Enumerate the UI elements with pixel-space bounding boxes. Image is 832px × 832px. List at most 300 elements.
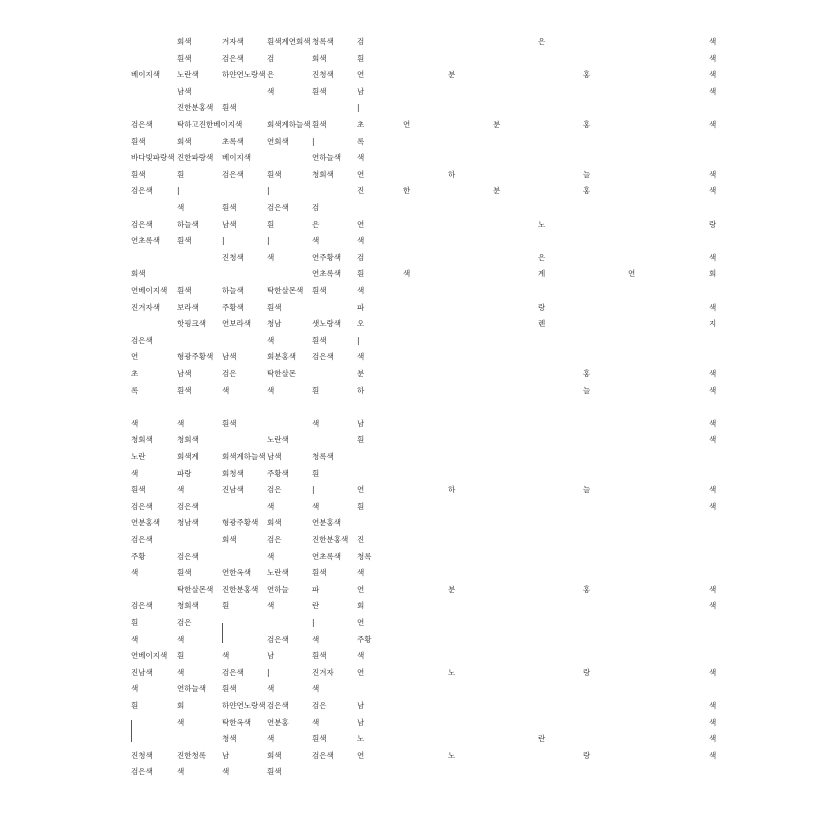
- text-row: [0, 151, 832, 165]
- cell-text: 색: [709, 435, 717, 445]
- cell-text: 은: [538, 37, 546, 46]
- cell-text: 색: [709, 750, 717, 760]
- cell-text: 회: [357, 601, 365, 611]
- cell-text: 늘: [583, 485, 591, 495]
- cell-text: 연회색: [267, 136, 289, 146]
- cell-text: 노: [357, 734, 365, 744]
- cell-text: 검은: [267, 535, 282, 544]
- cell-text: 남색: [222, 219, 237, 229]
- text-row: [0, 68, 832, 82]
- cell-text: 검은색: [267, 634, 289, 644]
- cell-text: 연초록색: [312, 269, 341, 279]
- cell-text: 색: [357, 153, 365, 163]
- cell-text: 색: [357, 352, 365, 362]
- cell-text: 청남색: [177, 518, 199, 528]
- cell-text: 노란색: [177, 70, 199, 80]
- cell-text: 검은색: [131, 501, 153, 511]
- cell-text: 하늘색: [222, 286, 244, 295]
- cell-text: 색: [267, 335, 275, 345]
- cell-text: 탁한살몬: [267, 369, 296, 378]
- cell-text: 색: [709, 53, 717, 63]
- cell-text: 청회색: [312, 169, 334, 179]
- cell-text: 연분홍색: [312, 518, 341, 528]
- cell-text: 연: [131, 352, 139, 362]
- cell-text: 검: [357, 37, 365, 46]
- cell-text: 연주황색: [312, 252, 341, 262]
- cell-text: 남색: [177, 86, 192, 96]
- cell-text: 검은색: [131, 335, 153, 345]
- cell-text: 흰색: [312, 734, 327, 744]
- cell-text: 검은색: [267, 203, 289, 212]
- cell-text: 검은색: [267, 701, 289, 710]
- cell-text: 청록색: [312, 37, 334, 46]
- cell-text: 회색계하늘색: [222, 452, 266, 461]
- cell-text: 색: [177, 767, 185, 777]
- cell-text: 탁한옥색: [222, 717, 251, 727]
- cell-text: 색: [709, 701, 717, 710]
- text-row: [0, 317, 832, 331]
- cell-text: 남: [357, 717, 365, 727]
- cell-text: 분: [493, 120, 501, 129]
- cell-text: 청록: [357, 551, 372, 561]
- cell-text: 흰: [357, 53, 365, 63]
- cell-text: 연: [357, 618, 365, 627]
- cell-text: 색: [177, 667, 185, 677]
- cell-text: 흰색: [312, 568, 327, 578]
- cell-text: 검: [357, 252, 365, 262]
- cell-text: 록: [357, 136, 365, 146]
- cell-text: 연보라색: [222, 319, 251, 329]
- cell-text: 란: [312, 601, 320, 611]
- cell-text: |: [222, 236, 225, 246]
- cell-text: 하: [448, 485, 456, 495]
- cell-text: 회색: [267, 750, 282, 760]
- cell-text: 연: [357, 219, 365, 229]
- text-row: [0, 433, 832, 447]
- cell-text: 흰색: [131, 136, 146, 146]
- text-row: [0, 400, 832, 414]
- text-row: [0, 533, 832, 547]
- cell-text: 색: [267, 601, 275, 611]
- cell-text: |: [177, 186, 180, 196]
- cell-text: 주황: [131, 551, 146, 561]
- cell-text: 검은색: [222, 169, 244, 179]
- cell-text: 홍: [583, 186, 591, 196]
- cell-text: 검: [267, 53, 275, 63]
- cell-text: 청회색: [177, 435, 199, 445]
- cell-text: 분: [493, 186, 501, 196]
- cell-text: 랑: [538, 302, 546, 312]
- cell-text: 진겨자색: [131, 302, 160, 312]
- cell-text: 색: [709, 584, 717, 594]
- cell-text: 색: [357, 236, 365, 246]
- cell-text: 연: [357, 70, 365, 80]
- cell-text: 록: [131, 385, 139, 395]
- cell-text: 색: [709, 186, 717, 196]
- text-row: [0, 467, 832, 481]
- cell-text: 회색: [177, 37, 192, 46]
- cell-text: 색: [267, 86, 275, 96]
- cell-text: |: [267, 186, 270, 196]
- text-row: [0, 550, 832, 564]
- cell-text: 연한옥색: [222, 568, 251, 578]
- cell-text: 연하늘색: [312, 153, 341, 163]
- cell-text: 색: [709, 734, 717, 744]
- text-row: [0, 749, 832, 763]
- cell-text: 렌: [538, 319, 546, 329]
- cell-text: 검은: [222, 369, 237, 378]
- cell-text: 하: [357, 385, 365, 395]
- cell-text: 색: [312, 418, 320, 428]
- cell-text: 회색: [312, 53, 327, 63]
- text-row: [0, 633, 832, 647]
- cell-text: |: [267, 667, 270, 677]
- text-row: [0, 85, 832, 99]
- cell-text: |: [312, 136, 315, 146]
- cell-text: 은: [538, 252, 546, 262]
- cell-text: 연하늘: [267, 584, 289, 594]
- cell-text: |: [357, 103, 360, 113]
- cell-text: 검은색: [131, 120, 153, 129]
- cell-text: |: [312, 618, 315, 627]
- text-row: [0, 666, 832, 680]
- cell-text: 검: [312, 203, 320, 212]
- text-row: [0, 101, 832, 115]
- cell-text: 흰색: [177, 53, 192, 63]
- cell-text: 분: [448, 70, 456, 80]
- cell-text: 탁한살몬색: [267, 286, 304, 295]
- cell-text: 색: [312, 501, 320, 511]
- cell-text: 늘: [583, 385, 591, 395]
- cell-text: 검은색: [312, 750, 334, 760]
- cell-text: 색: [709, 302, 717, 312]
- text-row: [0, 583, 832, 597]
- cell-text: 초: [131, 369, 139, 378]
- cell-text: 색: [267, 501, 275, 511]
- cell-text: 청남: [267, 319, 282, 329]
- cell-text: 색: [709, 169, 717, 179]
- cell-text: 흰: [131, 618, 139, 627]
- vertical-rule: [131, 720, 132, 742]
- cell-text: 색: [357, 568, 365, 578]
- cell-text: 늘: [583, 169, 591, 179]
- cell-text: 초록색: [222, 136, 244, 146]
- cell-text: 은: [312, 219, 320, 229]
- cell-text: 색: [709, 485, 717, 495]
- cell-text: 청회색: [177, 601, 199, 611]
- cell-text: 진: [357, 535, 365, 544]
- cell-text: 색: [267, 684, 275, 694]
- text-row: [0, 35, 832, 49]
- cell-text: 색: [709, 86, 717, 96]
- cell-text: 흰색: [177, 286, 192, 295]
- cell-text: 색: [131, 684, 139, 694]
- cell-text: 진한분홍색: [222, 584, 259, 594]
- cell-text: 색: [709, 667, 717, 677]
- cell-text: 샛노랑색: [312, 319, 341, 329]
- cell-text: 회색: [177, 136, 192, 146]
- cell-text: 검은: [312, 701, 327, 710]
- cell-text: 남: [357, 418, 365, 428]
- cell-text: 청회색: [131, 435, 153, 445]
- cell-text: 남색: [177, 369, 192, 378]
- cell-text: 흰색: [312, 86, 327, 96]
- cell-text: 연분홍색: [131, 518, 160, 528]
- cell-text: 진청색: [312, 70, 334, 80]
- cell-text: 흰: [177, 169, 185, 179]
- cell-text: 겨자색: [222, 37, 244, 46]
- cell-text: 색: [709, 252, 717, 262]
- cell-text: 랑: [583, 750, 591, 760]
- cell-text: 연베이지색: [131, 651, 168, 661]
- cell-text: 홍: [583, 70, 591, 80]
- text-row: [0, 649, 832, 663]
- cell-text: 색: [312, 684, 320, 694]
- cell-text: 남: [357, 701, 365, 710]
- cell-text: 회청색: [222, 468, 244, 478]
- cell-text: 회색계: [177, 452, 199, 461]
- cell-text: 진겨자: [312, 667, 334, 677]
- cell-text: 검은색: [131, 535, 153, 544]
- cell-text: 파랑: [177, 468, 192, 478]
- text-row: [0, 500, 832, 514]
- cell-text: 한: [403, 186, 411, 196]
- cell-text: 보라색: [177, 302, 199, 312]
- cell-text: 색: [312, 634, 320, 644]
- cell-text: 흰: [357, 501, 365, 511]
- cell-text: 색: [177, 485, 185, 495]
- cell-text: 베이지색: [222, 153, 251, 163]
- cell-text: 노: [448, 750, 456, 760]
- cell-text: 은: [267, 70, 275, 80]
- cell-text: 색: [177, 634, 185, 644]
- cell-text: 노: [538, 219, 546, 229]
- text-row: [0, 699, 832, 713]
- cell-text: 연베이지색: [131, 286, 168, 295]
- cell-text: 흰색: [222, 684, 237, 694]
- cell-text: 흰색: [222, 418, 237, 428]
- cell-text: 파: [312, 584, 320, 594]
- text-row: [0, 599, 832, 613]
- cell-text: 색: [709, 70, 717, 80]
- text-row: [0, 765, 832, 779]
- cell-text: 남: [267, 651, 275, 661]
- cell-text: 회색: [131, 269, 146, 279]
- cell-text: 연: [357, 169, 365, 179]
- text-row: [0, 218, 832, 232]
- cell-text: 색: [709, 418, 717, 428]
- cell-text: 형광주황색: [177, 352, 214, 362]
- text-row: [0, 716, 832, 730]
- cell-text: 색: [131, 468, 139, 478]
- cell-text: 흰색: [222, 103, 237, 113]
- cell-text: |: [267, 236, 270, 246]
- cell-text: 진한분홍색: [312, 535, 349, 544]
- cell-text: 연: [628, 269, 636, 279]
- cell-text: 분: [357, 369, 365, 378]
- cell-text: 베이지색: [131, 70, 160, 80]
- cell-text: 흰색: [131, 169, 146, 179]
- cell-text: 랑: [583, 667, 591, 677]
- cell-text: 색: [177, 203, 185, 212]
- cell-text: 홍: [583, 584, 591, 594]
- cell-text: 검은색: [131, 601, 153, 611]
- cell-text: 검은색: [131, 219, 153, 229]
- cell-text: 회: [177, 701, 185, 710]
- cell-text: 색: [131, 634, 139, 644]
- cell-text: 흰색: [267, 169, 282, 179]
- cell-text: 색: [177, 418, 185, 428]
- cell-text: 노란색: [267, 568, 289, 578]
- cell-text: 하얀연노랑색: [222, 701, 266, 710]
- cell-text: 흰색: [177, 385, 192, 395]
- cell-text: 색: [312, 236, 320, 246]
- text-row: [0, 135, 832, 149]
- cell-text: 색: [357, 651, 365, 661]
- cell-text: 흰색: [312, 335, 327, 345]
- cell-text: 진청색: [131, 750, 153, 760]
- cell-text: 회색: [222, 535, 237, 544]
- text-row: [0, 168, 832, 182]
- text-row: [0, 682, 832, 696]
- cell-text: 진한청록: [177, 750, 206, 760]
- cell-text: 회: [709, 269, 717, 279]
- cell-text: 연: [403, 120, 411, 129]
- cell-text: 흰색: [267, 302, 282, 312]
- text-row: [0, 367, 832, 381]
- cell-text: 연: [357, 667, 365, 677]
- cell-text: 홍: [583, 369, 591, 378]
- cell-text: 초: [357, 120, 365, 129]
- text-row: [0, 251, 832, 265]
- cell-text: 청록색: [312, 452, 334, 461]
- cell-text: 탁한살몬색: [177, 584, 214, 594]
- cell-text: 색: [709, 37, 717, 46]
- cell-text: 파: [357, 302, 365, 312]
- cell-text: 남색: [222, 352, 237, 362]
- cell-text: 회분홍색: [267, 352, 296, 362]
- cell-text: 회색계하늘색: [267, 120, 311, 129]
- cell-text: 지: [709, 319, 717, 329]
- cell-text: 분: [448, 584, 456, 594]
- cell-text: 바다빛파랑색: [131, 153, 175, 163]
- text-row: [0, 450, 832, 464]
- cell-text: 색: [709, 369, 717, 378]
- cell-text: 검은: [177, 618, 192, 627]
- cell-text: 색: [267, 551, 275, 561]
- cell-text: 검은색: [177, 501, 199, 511]
- cell-text: 흰색: [312, 120, 327, 129]
- cell-text: 검은색: [312, 352, 334, 362]
- cell-text: 란: [538, 734, 546, 744]
- text-row: [0, 566, 832, 580]
- cell-text: 회색: [267, 518, 282, 528]
- cell-text: 색: [709, 601, 717, 611]
- cell-text: 색: [709, 120, 717, 129]
- cell-text: 진한분홍색: [177, 103, 214, 113]
- cell-text: 연: [357, 584, 365, 594]
- text-row: [0, 417, 832, 431]
- cell-text: 색: [709, 717, 717, 727]
- text-row: [0, 52, 832, 66]
- cell-text: 검은색: [222, 667, 244, 677]
- cell-text: 검은색: [131, 186, 153, 196]
- cell-text: |: [312, 485, 315, 495]
- cell-text: 연: [357, 750, 365, 760]
- cell-text: 노란: [131, 452, 146, 461]
- cell-text: 탁하고진한베이지색: [177, 120, 243, 129]
- cell-text: 노: [448, 667, 456, 677]
- cell-text: 진남색: [131, 667, 153, 677]
- cell-text: 흰: [267, 219, 275, 229]
- cell-text: 색: [177, 717, 185, 727]
- cell-text: 흰: [177, 651, 185, 661]
- vertical-rule: [222, 623, 223, 643]
- cell-text: 색: [403, 269, 411, 279]
- cell-text: 연초록색: [312, 551, 341, 561]
- cell-text: 흰색: [312, 651, 327, 661]
- cell-text: 남: [222, 750, 230, 760]
- cell-text: 흰색: [267, 767, 282, 777]
- cell-text: 노란색: [267, 435, 289, 445]
- cell-text: 주황색: [267, 468, 289, 478]
- cell-text: 색: [357, 286, 365, 295]
- cell-text: 흰: [357, 269, 365, 279]
- text-row: [0, 732, 832, 746]
- cell-text: 연분홍: [267, 717, 289, 727]
- cell-text: 흰색: [222, 203, 237, 212]
- text-row: [0, 118, 832, 132]
- cell-text: 주황: [357, 634, 372, 644]
- cell-text: 랑: [709, 219, 717, 229]
- cell-text: 색: [222, 767, 230, 777]
- cell-text: 흰: [312, 385, 320, 395]
- cell-text: 흰: [131, 701, 139, 710]
- cell-text: 연: [357, 485, 365, 495]
- cell-text: 색: [709, 385, 717, 395]
- cell-text: 흰: [357, 435, 365, 445]
- text-row: [0, 483, 832, 497]
- cell-text: 흰색: [177, 568, 192, 578]
- cell-text: 오: [357, 319, 365, 329]
- cell-text: 색: [267, 385, 275, 395]
- cell-text: |: [357, 335, 360, 345]
- cell-text: 흰: [312, 468, 320, 478]
- text-row: [0, 301, 832, 315]
- cell-text: 남: [357, 86, 365, 96]
- text-row: [0, 334, 832, 348]
- cell-text: 청색: [222, 734, 237, 744]
- cell-text: 진남색: [222, 485, 244, 495]
- cell-text: 홍: [583, 120, 591, 129]
- cell-text: 연초록색: [131, 236, 160, 246]
- cell-text: 하늘색: [177, 219, 199, 229]
- text-row: [0, 384, 832, 398]
- cell-text: 색: [131, 568, 139, 578]
- cell-text: 검은: [267, 485, 282, 495]
- cell-text: 색: [312, 717, 320, 727]
- cell-text: 하: [448, 169, 456, 179]
- cell-text: 색: [222, 651, 230, 661]
- cell-text: 흰색: [131, 485, 146, 495]
- cell-text: 진한파랑색: [177, 153, 214, 163]
- cell-text: 계: [538, 269, 546, 279]
- cell-text: 색: [131, 418, 139, 428]
- cell-text: 색: [222, 385, 230, 395]
- cell-text: 형광주황색: [222, 518, 259, 528]
- text-row: [0, 284, 832, 298]
- text-row: [0, 267, 832, 281]
